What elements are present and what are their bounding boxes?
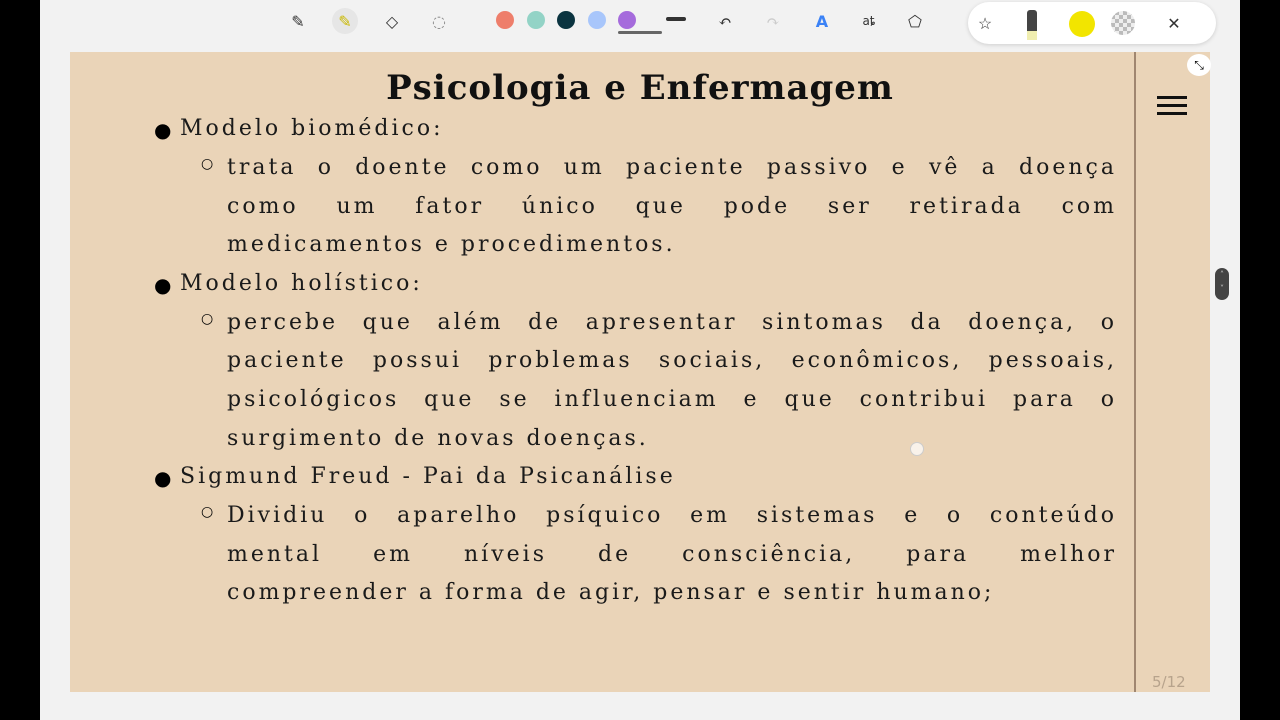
- bullet-icon: ●: [154, 118, 172, 142]
- scroll-handle[interactable]: ˄ ˅: [1215, 268, 1229, 300]
- drawing-toolbar: [40, 0, 1240, 42]
- sub-bullet-icon: ○: [201, 311, 214, 327]
- transparency-icon[interactable]: [1111, 11, 1135, 35]
- sub-bullet-icon: ○: [201, 156, 214, 172]
- text-style-icon[interactable]: A: [815, 11, 829, 31]
- lasso-icon[interactable]: ◌: [432, 11, 446, 31]
- bullet-icon: ●: [154, 466, 172, 490]
- sub-line: medicamentos e procedimentos.: [227, 232, 676, 257]
- redo-icon[interactable]: ↷: [766, 11, 780, 31]
- bullet-label: Modelo biomédico:: [180, 116, 444, 141]
- slide-divider: [1134, 52, 1136, 692]
- color-purple[interactable]: [618, 11, 636, 29]
- undo-icon[interactable]: ↶: [718, 11, 732, 31]
- pointer-cursor: [910, 442, 924, 456]
- bullet-label: Modelo holístico:: [180, 271, 423, 296]
- sub-bullet-icon: ○: [201, 504, 214, 520]
- bullet-label: Sigmund Freud - Pai da Psicanálise: [180, 464, 676, 489]
- color-light-blue[interactable]: [588, 11, 606, 29]
- eraser-icon[interactable]: ◇: [385, 11, 399, 31]
- color-teal[interactable]: [527, 11, 545, 29]
- selected-color-indicator: [618, 31, 662, 34]
- pen-icon[interactable]: ✎: [291, 11, 305, 31]
- shapes-icon[interactable]: ⬠: [908, 11, 922, 31]
- collapse-icon[interactable]: ⤡: [1187, 54, 1211, 76]
- highlighter-options-panel: [968, 2, 1216, 44]
- highlighter-preview-icon[interactable]: [1027, 10, 1037, 40]
- app-window: [40, 0, 1240, 720]
- sub-line: paciente possui problemas sociais, econômicos, pessoais,: [227, 348, 1117, 373]
- highlighter-icon[interactable]: ✎: [332, 8, 358, 34]
- sub-line: psicológicos que se influenciam e que contribui para o: [227, 387, 1117, 412]
- highlighter-color-swatch[interactable]: [1069, 11, 1095, 37]
- stroke-width-icon[interactable]: [666, 17, 686, 21]
- close-icon[interactable]: ✕: [1167, 13, 1181, 33]
- favorite-pen-icon[interactable]: ☆: [977, 13, 993, 33]
- sub-line: surgimento de novas doenças.: [227, 426, 649, 451]
- slide: [70, 52, 1210, 692]
- color-dark-teal[interactable]: [557, 11, 575, 29]
- sub-line: compreender a forma de agir, pensar e sentir humano;: [227, 580, 995, 605]
- text-box-icon[interactable]: aȶ: [862, 14, 876, 28]
- bullet-icon: ●: [154, 273, 172, 297]
- page-indicator: 5/12: [1152, 673, 1186, 691]
- sub-line: trata o doente como um paciente passivo e vê a doença: [227, 155, 1117, 180]
- sub-line: mental em níveis de consciência, para melhor: [227, 542, 1117, 567]
- slide-title: Psicologia e Enfermagem: [386, 68, 894, 108]
- sub-line: percebe que além de apresentar sintomas da doença, o: [227, 310, 1117, 335]
- sub-line: Dividiu o aparelho psíquico em sistemas e o conteúdo: [227, 503, 1117, 528]
- sub-line: como um fator único que pode ser retirada com: [227, 194, 1117, 219]
- color-red[interactable]: [496, 11, 514, 29]
- menu-icon[interactable]: [1157, 96, 1187, 120]
